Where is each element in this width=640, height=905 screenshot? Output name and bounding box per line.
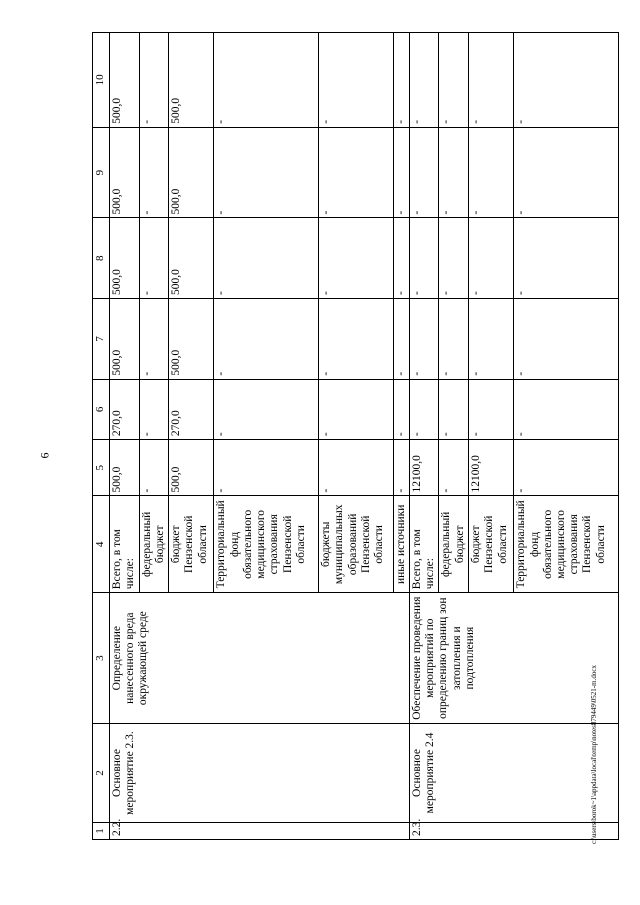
value-cell: -: [319, 33, 393, 128]
value-cell: -: [139, 440, 169, 496]
value-cell: 500,0: [169, 127, 214, 218]
value-cell: -: [469, 127, 514, 218]
value-cell: -: [214, 127, 319, 218]
value-cell: 500,0: [169, 218, 214, 299]
col-header: 7: [93, 299, 110, 380]
value-cell: -: [214, 440, 319, 496]
funding-source: Всего, в том числе:: [409, 496, 439, 593]
value-cell: 270,0: [169, 379, 214, 439]
value-cell: -: [393, 127, 409, 218]
value-cell: -: [139, 127, 169, 218]
value-cell: 500,0: [110, 127, 140, 218]
page-number: 6: [37, 452, 52, 459]
col-header: 3: [93, 593, 110, 724]
row-number: 2.2.: [110, 822, 410, 839]
event-name: Основное мероприятие 2.4: [409, 724, 618, 823]
col-header: 6: [93, 379, 110, 439]
col-header: 4: [93, 496, 110, 593]
table-rotated-container: [92, 32, 619, 840]
funding-source: Территориальный фонд обязательного медицинского страхования Пензенской области: [214, 496, 319, 593]
value-cell: -: [319, 379, 393, 439]
value-cell: -: [469, 218, 514, 299]
value-cell: -: [393, 33, 409, 128]
funding-source: федеральный бюджет: [439, 496, 469, 593]
funding-table: [92, 32, 619, 840]
value-cell: -: [439, 33, 469, 128]
funding-source: бюджет Пензенской области: [469, 496, 514, 593]
value-cell: -: [469, 33, 514, 128]
value-cell: -: [439, 440, 469, 496]
file-path-footer: c:\users\borok~1\appdata\local\temp\notes879449\0521-m.docx: [590, 665, 598, 844]
value-cell: -: [214, 299, 319, 380]
value-cell: -: [469, 379, 514, 439]
value-cell: -: [514, 218, 619, 299]
value-cell: -: [514, 440, 619, 496]
value-cell: -: [393, 440, 409, 496]
table-row: [110, 33, 140, 840]
value-cell: -: [319, 127, 393, 218]
value-cell: -: [514, 127, 619, 218]
value-cell: -: [319, 218, 393, 299]
value-cell: -: [214, 33, 319, 128]
value-cell: -: [393, 218, 409, 299]
value-cell: 500,0: [169, 33, 214, 128]
value-cell: -: [514, 379, 619, 439]
col-header: 2: [93, 724, 110, 823]
funding-source: федеральный бюджет: [139, 496, 169, 593]
value-cell: -: [409, 127, 439, 218]
value-cell: -: [409, 379, 439, 439]
value-cell: -: [409, 218, 439, 299]
row-number: 2.3.: [409, 822, 618, 839]
value-cell: 500,0: [110, 299, 140, 380]
funding-source: Территориальный фонд обязательного медицинского страхования Пензенской области: [514, 496, 619, 593]
value-cell: -: [139, 33, 169, 128]
funding-source: бюджет Пензенской области: [169, 496, 214, 593]
col-header: 1: [93, 822, 110, 839]
value-cell: 500,0: [110, 218, 140, 299]
value-cell: -: [139, 218, 169, 299]
col-header: 5: [93, 440, 110, 496]
col-header: 8: [93, 218, 110, 299]
value-cell: 500,0: [169, 299, 214, 380]
value-cell: -: [514, 33, 619, 128]
value-cell: -: [139, 379, 169, 439]
value-cell: -: [409, 299, 439, 380]
value-cell: -: [393, 379, 409, 439]
funding-source: Всего, в том числе:: [110, 496, 140, 593]
header-row: [93, 33, 110, 840]
value-cell: -: [393, 299, 409, 380]
value-cell: -: [469, 299, 514, 380]
event-description: Обеспечение проведения мероприятий по определению границ зон затопления и подтопления: [409, 593, 618, 724]
value-cell: -: [439, 379, 469, 439]
col-header: 9: [93, 127, 110, 218]
funding-source: иные источники: [393, 496, 409, 593]
value-cell: -: [139, 299, 169, 380]
table-row: [409, 33, 439, 840]
value-cell: 270,0: [110, 379, 140, 439]
value-cell: -: [409, 33, 439, 128]
funding-source: бюджеты муниципальных образований Пензенской области: [319, 496, 393, 593]
col-header: 10: [93, 33, 110, 128]
value-cell: -: [439, 127, 469, 218]
value-cell: 500,0: [110, 440, 140, 496]
value-cell: 12100,0: [469, 440, 514, 496]
value-cell: 12100,0: [409, 440, 439, 496]
value-cell: -: [214, 379, 319, 439]
event-name: Основное мероприятие 2.3.: [110, 724, 410, 823]
value-cell: 500,0: [169, 440, 214, 496]
value-cell: -: [319, 440, 393, 496]
value-cell: -: [439, 299, 469, 380]
value-cell: 500,0: [110, 33, 140, 128]
value-cell: -: [514, 299, 619, 380]
event-description: Определение нанесенного вреда окружающей среде: [110, 593, 410, 724]
value-cell: -: [319, 299, 393, 380]
value-cell: -: [214, 218, 319, 299]
value-cell: -: [439, 218, 469, 299]
